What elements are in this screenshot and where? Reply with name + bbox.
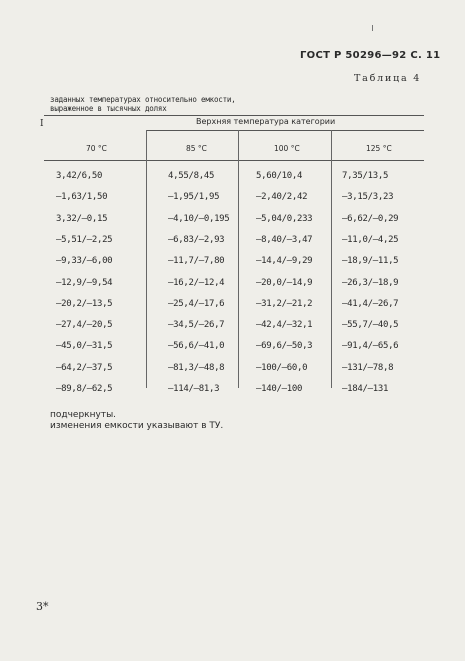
table-cell: 3,42/6,50 [56, 171, 103, 181]
table-column-divider-3 [331, 130, 332, 388]
table-cell: —11,0/—4,25 [342, 234, 399, 245]
table-cell: —9,33/—6,00 [56, 256, 113, 267]
table-cell: —12,9/—9,54 [56, 277, 113, 288]
table-cell: —1,63/1,50 [56, 192, 108, 203]
table-cell: —3,15/3,23 [342, 192, 394, 203]
table-cell: —41,4/—26,7 [342, 298, 399, 309]
table-group-header: Верхняя температура категории [196, 117, 336, 126]
table-cell: —89,8/—62,5 [56, 384, 113, 394]
column-header-85: 85 °С [186, 144, 207, 153]
table-cell: —140/—100 [256, 384, 303, 394]
note-line-2: выраженное в тысячных долях [50, 104, 167, 113]
table-cell: —4,10/—0,195 [168, 213, 230, 224]
table-cell: —6,83/—2,93 [168, 234, 225, 245]
scan-mark [372, 25, 373, 31]
table-cell: —6,62/—0,29 [342, 213, 399, 224]
table-cell: —18,9/—11,5 [342, 256, 399, 267]
table-cell: —56,6/—41,0 [168, 341, 225, 352]
column-header-100: 100 °С [274, 144, 300, 153]
table-cell: —184/—131 [342, 384, 389, 394]
table-cell: —42,4/—32,1 [256, 320, 313, 331]
table-cell: —2,40/2,42 [256, 192, 308, 203]
table-cell: —81,3/—48,8 [168, 362, 225, 373]
table-cell: —31,2/—21,2 [256, 298, 313, 309]
page-number: 3* [36, 600, 49, 613]
table-cell: —26,3/—18,9 [342, 277, 399, 288]
table-cell: —16,2/—12,4 [168, 277, 225, 288]
table-column-divider-2 [238, 130, 239, 388]
note-line-1: заданных температурах относительно емкости, [50, 95, 236, 104]
table-cell: 7,35/13,5 [342, 171, 389, 181]
table-cell: —131/—78,8 [342, 362, 394, 373]
table-cell: 5,60/10,4 [256, 171, 303, 181]
table-cell: —64,2/—37,5 [56, 362, 113, 373]
table-cell: —8,40/—3,47 [256, 234, 313, 245]
table-cell: —14,4/—9,29 [256, 256, 313, 267]
table-row-marker: I [40, 119, 44, 129]
table-cell: —91,4/—65,6 [342, 341, 399, 352]
table-cell: —100/—60,0 [256, 362, 308, 373]
table-cell: —5,04/0,233 [256, 213, 313, 224]
table-cell: 4,55/8,45 [168, 171, 215, 181]
table-cell: —11,7/—7,80 [168, 256, 225, 267]
table-label: Таблица 4 [354, 73, 422, 84]
column-header-125: 125 °С [366, 144, 392, 153]
table-column-divider-1 [146, 130, 147, 388]
footnote-1: подчеркнуты. [50, 410, 117, 420]
table-cell: —45,0/—31,5 [56, 341, 113, 352]
table-cell: —1,95/1,95 [168, 192, 220, 203]
table-cell: —20,2/—13,5 [56, 298, 113, 309]
table-cell: —25,4/—17,6 [168, 298, 225, 309]
table-cell: —34,5/—26,7 [168, 320, 225, 331]
table-cell: —114/—81,3 [168, 384, 220, 394]
table-cell: 3,32/—0,15 [56, 213, 108, 224]
standard-header: ГОСТ Р 50296—92 С. 11 [300, 50, 441, 61]
column-header-70: 70 °С [86, 144, 107, 153]
table-cell: —5,51/—2,25 [56, 234, 113, 245]
footnote-2: изменения емкости указывают в ТУ. [50, 421, 224, 431]
table-header-bottom-rule [44, 160, 424, 161]
table-cell: —69,6/—50,3 [256, 341, 313, 352]
table-cell: —55,7/—40,5 [342, 320, 399, 331]
table-top-rule [44, 115, 424, 116]
table-cell: —20,0/—14,9 [256, 277, 313, 288]
table-cell: —27,4/—20,5 [56, 320, 113, 331]
table-subheader-rule [146, 130, 424, 131]
